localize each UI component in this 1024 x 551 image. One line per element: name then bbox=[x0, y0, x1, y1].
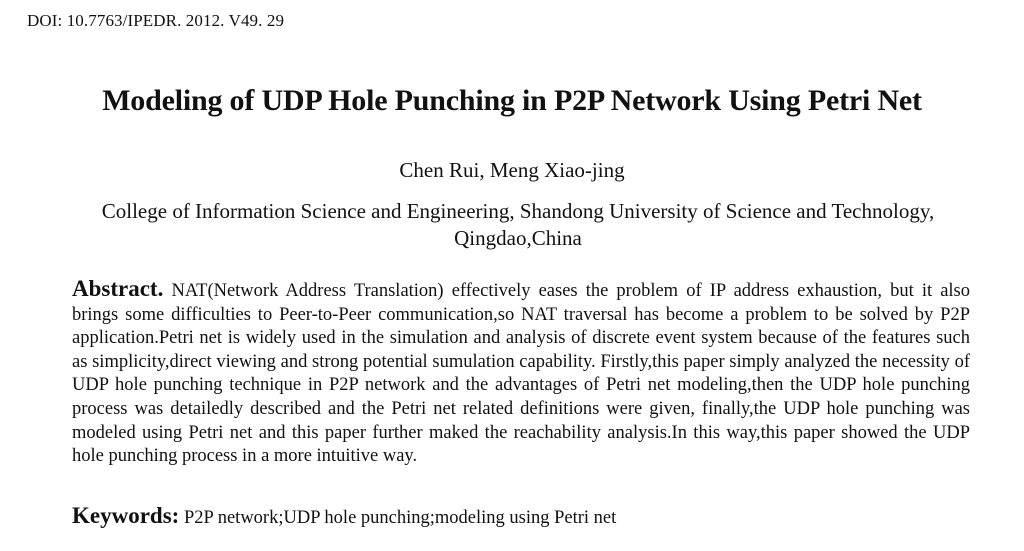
keywords-text: P2P network;UDP hole punching;modeling using Petri net bbox=[183, 508, 617, 528]
abstract-text: NAT(Network Address Translation) effectively eases the problem of IP address exhaustion, but it also brings some difficulties to Peer-to-Peer communication,so NAT traversal has become a problem to be solved by P2P application.Petri net is widely used in the simulation and analysis of discrete event system because of the features such as simplicity,direct viewing and strong potential sumulation capability. Firstly,this paper simply analyzed the necessity of UDP hole punching technique in P2P network and the advantages of Petri net modeling,then the UDP hole punching process was detailedly described and the Petri net related definitions were given, finally,the UDP hole punching was modeled using Petri net and this paper further maked the reachability analysis.In this way,this paper showed the UDP hole punching process in a more intuitive way. bbox=[72, 281, 971, 467]
author-list: Chen Rui, Meng Xiao-jing bbox=[399, 158, 625, 182]
abstract-paragraph bbox=[72, 277, 970, 469]
affiliation-line-1: College of Information Science and Engineering, Shandong University of Science and Technology, bbox=[101, 199, 935, 223]
doi-line: DOI: 10.7763/IPEDR. 2012. V49. 29 bbox=[27, 11, 285, 30]
keywords-label: Keywords: bbox=[72, 503, 180, 528]
affiliation-line-2: Qingdao,China bbox=[454, 226, 582, 250]
abstract-label: Abstract. bbox=[72, 276, 164, 301]
affiliation bbox=[58, 198, 978, 252]
keywords-line bbox=[72, 503, 970, 529]
paper-title: Modeling of UDP Hole Punching in P2P Network Using Petri Net bbox=[102, 84, 922, 117]
